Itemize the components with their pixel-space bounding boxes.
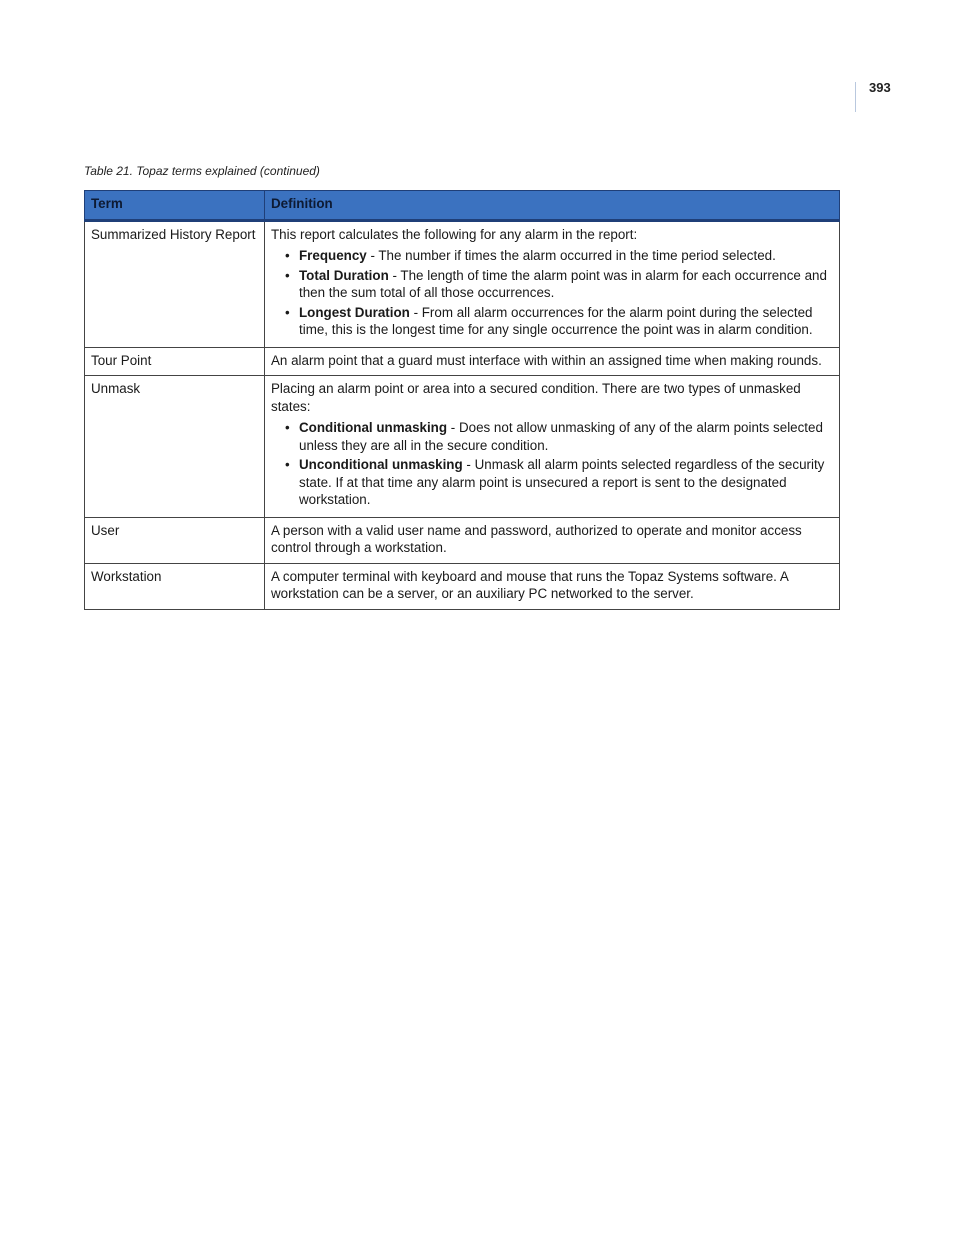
definition-cell bbox=[265, 376, 840, 518]
definition-intro: An alarm point that a guard must interface with within an assigned time when making rounds. bbox=[271, 352, 822, 368]
terms-table bbox=[84, 190, 840, 610]
table-row bbox=[85, 347, 840, 376]
bullet-term: Total Duration bbox=[299, 267, 389, 283]
definition-cell bbox=[265, 220, 840, 347]
definition-intro: This report calculates the following for any alarm in the report: bbox=[271, 226, 638, 242]
term-cell: Tour Point bbox=[85, 347, 265, 376]
definition-intro: Placing an alarm point or area into a secured condition. There are two types of unmasked states: bbox=[271, 381, 801, 414]
bullet-term: Conditional unmasking bbox=[299, 420, 448, 435]
definition-list bbox=[271, 419, 833, 509]
term-cell: Unmask bbox=[85, 376, 265, 518]
list-item bbox=[271, 304, 833, 339]
table-row bbox=[85, 517, 840, 563]
definition-intro: A computer terminal with keyboard and mouse that runs the Topaz Systems software. A workstation can be a server, or an auxiliary PC networked to the server. bbox=[271, 568, 789, 601]
list-item bbox=[271, 247, 833, 265]
table-caption: Table 21. Topaz terms explained (continued) bbox=[84, 164, 320, 178]
bullet-term: Unconditional unmasking bbox=[299, 457, 463, 472]
page-number: 393 bbox=[869, 80, 891, 95]
bullet-text: - Unmask all alarm points selected regardless of the security state. If at that time any alarm point is unsecured a report is sent to the designated workstation. bbox=[299, 457, 825, 507]
bullet-text: - The length of time the alarm point was in alarm for each occurrence and then the sum total of all those occurrences. bbox=[299, 267, 827, 300]
list-item bbox=[271, 456, 833, 509]
table-row bbox=[85, 376, 840, 518]
definition-cell bbox=[265, 517, 840, 563]
table-header-row bbox=[85, 191, 840, 221]
definition-list bbox=[271, 247, 833, 339]
bullet-text: - The number if times the alarm occurred in the time period selected. bbox=[366, 248, 776, 263]
definition-cell bbox=[265, 347, 840, 376]
list-item bbox=[271, 267, 833, 302]
bullet-text: - From all alarm occurrences for the alarm point during the selected time, this is the longest time for any single occurrence the point was in alarm condition. bbox=[299, 304, 813, 337]
bullet-term: Frequency bbox=[299, 248, 367, 263]
bullet-term: Longest Duration bbox=[299, 304, 410, 320]
term-column-header: Term bbox=[85, 191, 265, 221]
table-row bbox=[85, 220, 840, 347]
definition-cell bbox=[265, 563, 840, 609]
header-rule bbox=[855, 82, 856, 112]
bullet-text: - Does not allow unmasking of any of the alarm points selected unless they are all in the secure condition. bbox=[299, 420, 823, 453]
table-row bbox=[85, 563, 840, 609]
definition-column-header: Definition bbox=[265, 191, 840, 221]
term-cell: User bbox=[85, 517, 265, 563]
definition-intro: A person with a valid user name and password, authorized to operate and monitor access control through a workstation. bbox=[271, 522, 802, 555]
list-item bbox=[271, 419, 833, 454]
term-cell: Workstation bbox=[85, 563, 265, 609]
term-cell: Summarized History Report bbox=[85, 220, 265, 347]
